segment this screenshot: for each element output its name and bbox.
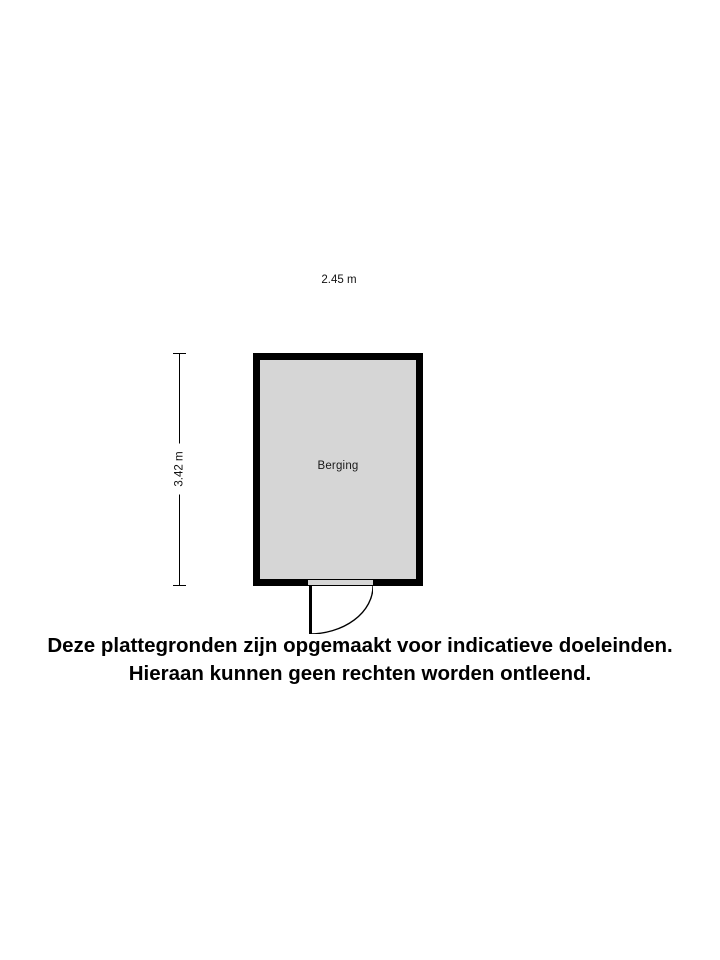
disclaimer-line-2: Hieraan kunnen geen rechten worden ontleend.: [128, 662, 592, 685]
dimension-height-cap-bottom: [173, 585, 186, 586]
dimension-height-cap-top: [173, 353, 186, 354]
room-label-berging: Berging: [317, 460, 359, 472]
door-swing-arc: [309, 586, 373, 634]
door-opening: [308, 579, 373, 586]
dimension-width-label: 2.45 m: [313, 274, 364, 286]
dimension-height-text-wrap: [170, 392, 190, 547]
disclaimer-text: [0, 632, 720, 688]
dimension-height-label: 3.42 m: [174, 443, 186, 494]
dimension-height: [168, 353, 190, 586]
disclaimer-line-1: Deze plattegronden zijn opgemaakt voor indicatieve doeleinden.: [47, 634, 673, 657]
dimension-width: [256, 271, 422, 291]
dimension-width-text-wrap: [256, 271, 422, 290]
